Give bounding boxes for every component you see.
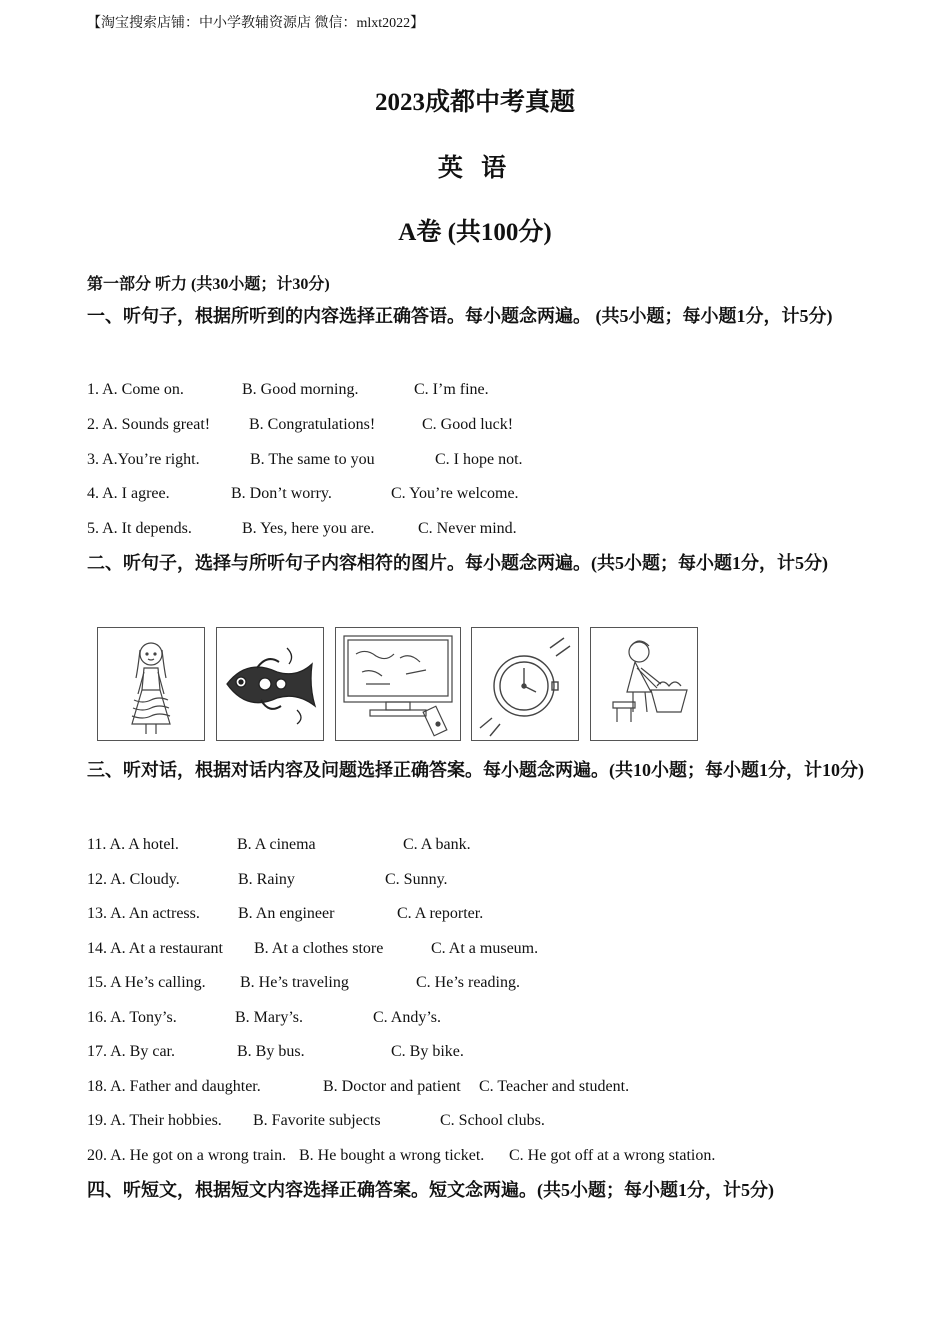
option-c: C. Never mind. [418,520,517,537]
section3-heading: 三、听对话，根据对话内容及问题选择正确答案。每小题念两遍。(共10小题；每小题1分，计10分) [87,760,864,780]
picture-strip [97,627,707,741]
girl-picture [97,627,205,741]
option-a: 2. A. Sounds great! [87,416,211,433]
option-b: B. Don’t worry. [231,485,332,502]
option-b: B. At a clothes store [254,940,384,957]
option-c: C. By bike. [391,1043,464,1060]
exam-title: 2023成都中考真题 [374,89,575,116]
option-c: C. At a museum. [431,940,539,957]
option-a: 18. A. Father and daughter. [87,1078,261,1095]
option-a: 14. A. At a restaurant [87,940,223,957]
option-b: B. Favorite subjects [253,1112,381,1129]
option-a: 11. A. A hotel. [87,836,179,853]
option-c: C. Teacher and student. [479,1078,630,1095]
option-c: C. I’m fine. [414,381,489,398]
option-a: 1. A. Come on. [87,381,184,398]
option-b: B. Rainy [238,871,295,888]
part1-heading: 第一部分 听力 (共30小题；计30分) [87,276,330,293]
option-b: B. He bought a wrong ticket. [299,1147,485,1164]
subject-title: 英 语 [437,155,513,182]
option-a: 17. A. By car. [87,1043,175,1060]
option-a: 4. A. I agree. [87,485,170,502]
option-b: B. Doctor and patient [323,1078,461,1095]
option-a: 20. A. He got on a wrong train. [87,1147,287,1164]
girl-washing-clothes-picture [590,627,698,741]
option-b: B. Good morning. [242,381,359,398]
section2-heading: 二、听句子，选择与所听句子内容相符的图片。每小题念两遍。(共5小题；每小题1分，计5分) [87,553,828,573]
option-c: C. Good luck! [422,416,514,433]
option-b: B. Yes, here you are. [242,520,375,537]
option-a: 15. A He’s calling. [87,974,206,991]
computer-picture [335,627,461,741]
section4-heading: 四、听短文，根据短文内容选择正确答案。短文念两遍。(共5小题；每小题1分，计5分) [87,1180,774,1200]
option-a: 16. A. Tony’s. [87,1009,177,1026]
option-a: 3. A.You’re right. [87,451,200,468]
option-b: B. Mary’s. [235,1009,303,1026]
option-a: 19. A. Their hobbies. [87,1112,222,1129]
option-b: B. Congratulations! [249,416,376,433]
option-c: C. A bank. [403,836,471,853]
option-c: C. Sunny. [385,871,448,888]
section1-heading: 一、听句子，根据所听到的内容选择正确答语。每小题念两遍。 (共5小题；每小题1分，计5分) [87,306,833,326]
header-note: 【淘宝搜索店铺：中小学教辅资源店 微信：mlxt2022】 [87,16,425,31]
option-c: C. He’s reading. [416,974,520,991]
option-a: 5. A. It depends. [87,520,192,537]
option-c: C. I hope not. [435,451,523,468]
option-a: 13. A. An actress. [87,905,200,922]
paper-a-title: A卷 (共100分) [398,219,552,246]
option-c: C. School clubs. [440,1112,545,1129]
paper-cut-fish-picture [216,627,324,741]
option-b: B. He’s traveling [240,974,349,991]
option-c: C. You’re welcome. [391,485,519,502]
option-a: 12. A. Cloudy. [87,871,180,888]
option-b: B. An engineer [238,905,335,922]
option-c: C. A reporter. [397,905,484,922]
option-b: B. A cinema [237,836,316,853]
option-b: B. By bus. [237,1043,305,1060]
option-c: C. He got off at a wrong station. [509,1147,716,1164]
option-c: C. Andy’s. [373,1009,442,1026]
option-b: B. The same to you [250,451,375,468]
watch-picture [471,627,579,741]
